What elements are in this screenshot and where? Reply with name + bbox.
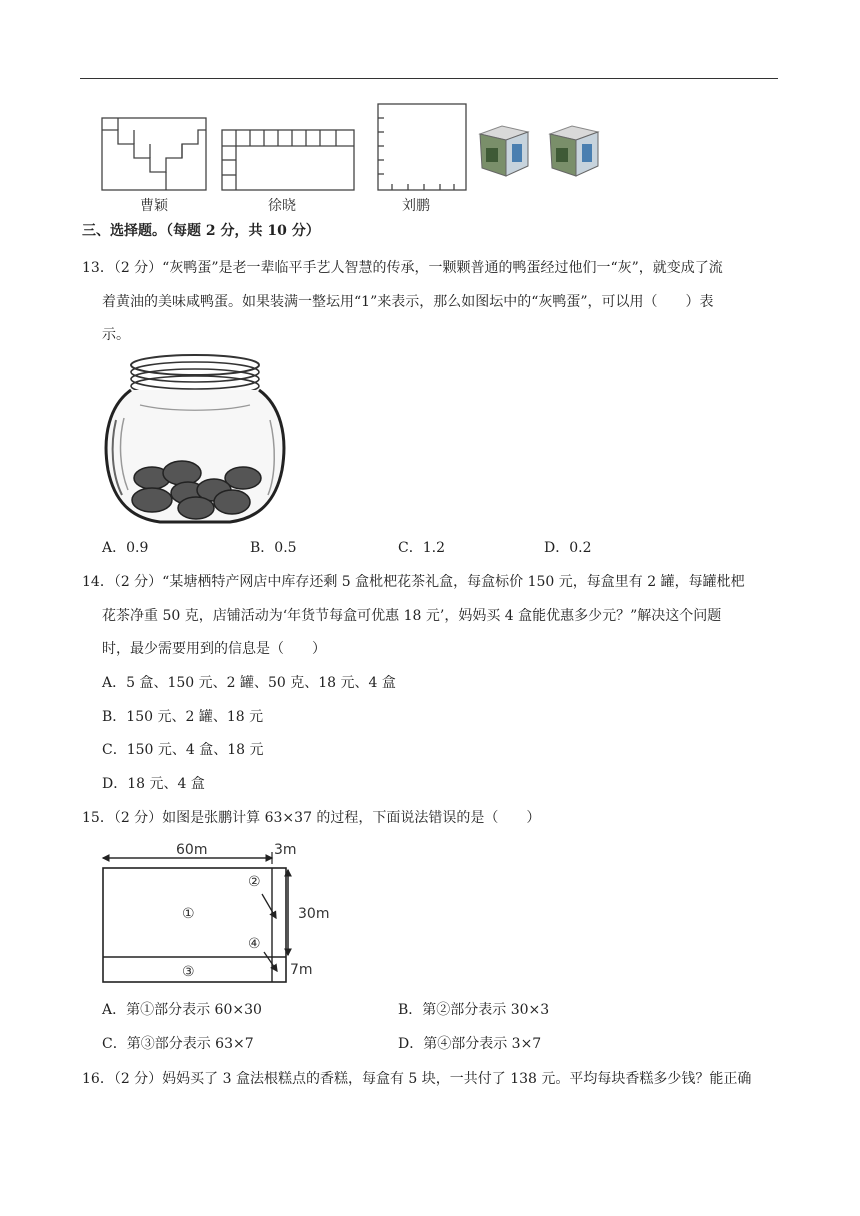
q14-line1: 14．（2 分）“某塘栖特产网店中库存还剩 5 盒枇杷花茶礼盒，每盒标价 150 元，每盒里有 2 罐，每罐枇杷: [82, 574, 745, 590]
drawing-caoying: [102, 118, 206, 190]
q13-option-d[interactable]: D．0.2: [544, 540, 592, 556]
q14-option-b[interactable]: B．150 元、2 罐、18 元: [102, 709, 264, 725]
q13-line1: 13．（2 分）“灰鸭蛋”是老一辈临平手艺人智慧的传承，一颗颗普通的鸭蛋经过他们一“灰”，就变成了流: [82, 260, 723, 276]
q15-option-b[interactable]: B．第②部分表示 30×3: [398, 1002, 550, 1018]
section-title: 三、选择题。（每题 2 分，共 10 分）: [82, 223, 320, 239]
area-diagram: [100, 838, 340, 978]
q14-line2: 花茶净重 50 克，店铺活动为‘年货节每盒可优惠 18 元’，妈妈买 4 盒能优惠多少元？”解决这个问题: [102, 608, 722, 624]
q15-line1: 15．（2 分）如图是张鹏计算 63×37 的过程，下面说法错误的是（ ）: [82, 810, 541, 826]
dim-3m: 3m: [274, 842, 297, 858]
part-1-label: ①: [182, 906, 195, 922]
q13-option-c[interactable]: C．1.2: [398, 540, 445, 556]
q14-option-a[interactable]: A．5 盒、150 元、2 罐、50 克、18 元、4 盒: [102, 675, 396, 691]
q14-option-c[interactable]: C．150 元、4 盒、18 元: [102, 742, 264, 758]
q13-option-a[interactable]: A．0.9: [102, 540, 149, 556]
header-rule: [80, 78, 778, 79]
q13-line3: 示。: [102, 327, 130, 343]
dim-60m: 60m: [176, 842, 208, 858]
part-3-label: ③: [182, 964, 195, 980]
name-liupeng: 刘鹏: [402, 198, 430, 214]
drawing-xuxiao: [222, 130, 354, 190]
name-xuxiao: 徐晓: [268, 198, 296, 214]
drawing-liupeng: [378, 104, 466, 190]
dim-7m: 7m: [290, 962, 313, 978]
top-figure: [96, 100, 616, 215]
q15-option-c[interactable]: C．第③部分表示 63×7: [102, 1036, 254, 1052]
jar-illustration: [100, 350, 300, 530]
part-2-label: ②: [248, 874, 261, 890]
q14-option-d[interactable]: D．18 元、4 盒: [102, 776, 205, 792]
cube-photo-1: [480, 126, 528, 176]
q15-option-d[interactable]: D．第④部分表示 3×7: [398, 1036, 542, 1052]
cube-photo-2: [550, 126, 598, 176]
part-4-label: ④: [248, 936, 261, 952]
q16-line1: 16．（2 分）妈妈买了 3 盒法根糕点的香糕，每盒有 5 块，一共付了 138 元。平均每块香糕多少钱？能正确: [82, 1071, 752, 1087]
q13-line2: 着黄油的美味咸鸭蛋。如果装满一整坛用“1”来表示，那么如图坛中的“灰鸭蛋”，可以用（ ）表: [102, 294, 714, 310]
dim-30m: 30m: [298, 906, 330, 922]
q14-line3: 时，最少需要用到的信息是（ ）: [102, 641, 326, 657]
name-caoying: 曹颖: [140, 198, 168, 214]
q15-option-a[interactable]: A．第①部分表示 60×30: [102, 1002, 262, 1018]
q13-option-b[interactable]: B．0.5: [250, 540, 297, 556]
